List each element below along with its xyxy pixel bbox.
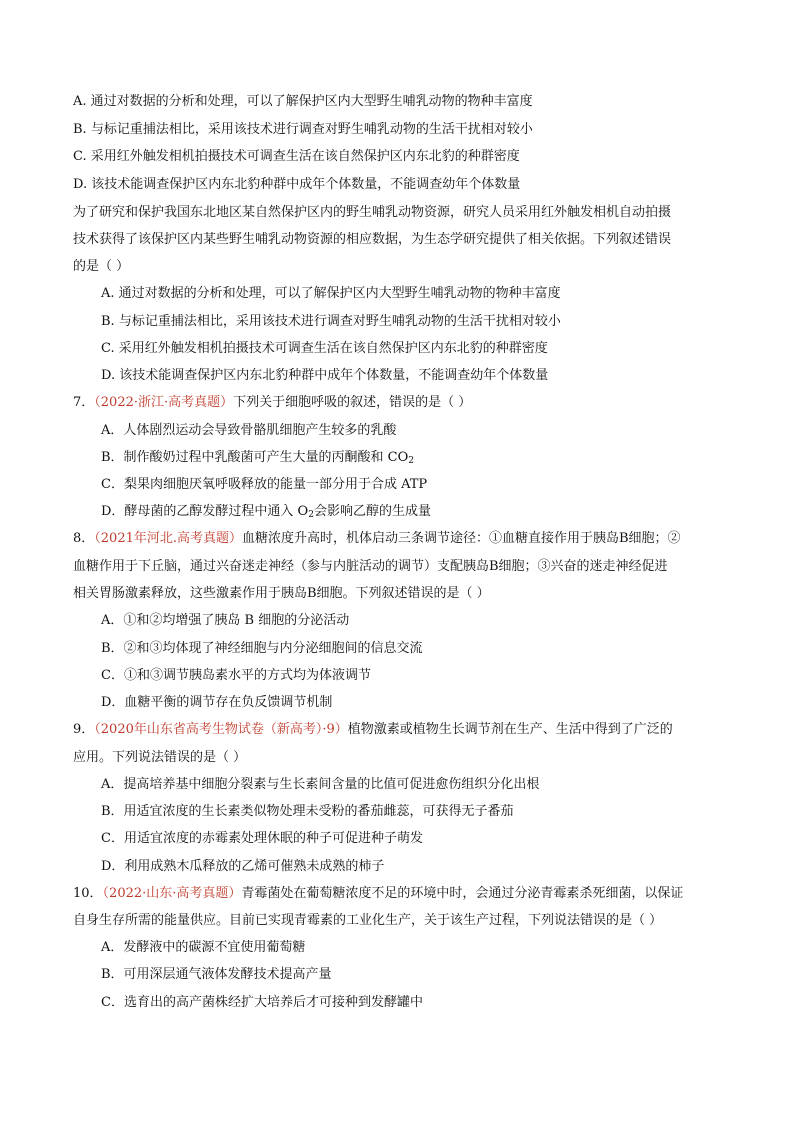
q7-source: （2022·浙江·高考真题） (94, 395, 234, 410)
q7-option-d-subscript: 2 (308, 510, 314, 520)
q7-option-c: C．梨果肉细胞厌氧呼吸释放的能量一部分用于合成 ATP (101, 477, 428, 492)
q9-stem-line-2: 应用。下列说法错误的是（ ） (73, 750, 247, 765)
q6-stem-line-3: 的是（ ） (73, 259, 130, 274)
q10-option-c: C．选育出的高产菌株经扩大培养后才可接种到发酵罐中 (101, 995, 423, 1010)
q7-option-d-text-post: 会影响乙醇的生成量 (313, 504, 431, 519)
q7-option-d-text: D．酵母菌的乙醇发酵过程中通入 O (101, 504, 309, 519)
q8-option-d: D．血糖平衡的调节存在负反馈调节机制 (101, 695, 333, 710)
q6-option-c: C. 采用红外触发相机拍摄技术可调查生活在该自然保护区内东北豹的种群密度 (101, 341, 548, 356)
q9-stem-text-1: 植物激素或植物生长调节剂在生产、生活中得到了广泛的 (347, 722, 673, 737)
pre-option-b: B. 与标记重捕法相比，采用该技术进行调查对野生哺乳动物的生活干扰相对较小 (73, 122, 533, 137)
q6-stem-line-2: 技术获得了该保护区内某些野生哺乳动物资源的相应数据，为生态学研究提供了相关依据。下列叙述错误 (73, 232, 672, 247)
q8-stem-text-1: 血糖浓度升高时，机体启动三条调节途径：①血糖直接作用于胰岛B细胞；② (242, 531, 681, 546)
q8-stem-line-3: 相关胃肠激素释放，这些激素作用于胰岛B细胞。下列叙述错误的是（ ） (73, 586, 490, 601)
q7-option-b (101, 449, 414, 467)
q8-source: （2021年河北.高考真题） (94, 531, 242, 546)
q7-stem-text: 下列关于细胞呼吸的叙述，错误的是（ ） (233, 395, 472, 410)
q10-stem-text-1: 青霉菌处在葡萄糖浓度不足的环境中时，会通过分泌青霉素杀死细菌，以保证 (241, 886, 684, 901)
q10-stem-line-2: 自身生存所需的能量供应。目前已实现青霉素的工业化生产，关于该生产过程，下列说法错误的是（ ） (73, 913, 663, 928)
q7-option-d (101, 503, 431, 521)
q6-option-b: B. 与标记重捕法相比，采用该技术进行调查对野生哺乳动物的生活干扰相对较小 (101, 314, 561, 329)
q8-number: 8． (73, 531, 95, 546)
q8-option-c: C．①和③调节胰岛素水平的方式均为体液调节 (101, 668, 371, 683)
q7-number: 7． (73, 395, 95, 410)
q8-stem-line-1 (73, 530, 681, 548)
q8-option-b: B．②和③均体现了神经细胞与内分泌细胞间的信息交流 (101, 641, 423, 656)
q7-option-a: A．人体剧烈运动会导致骨骼肌细胞产生较多的乳酸 (101, 423, 397, 438)
pre-option-c: C. 采用红外触发相机拍摄技术可调查生活在该自然保护区内东北豹的种群密度 (73, 149, 520, 164)
q9-source: （2020年山东省高考生物试卷（新高考）·9） (94, 722, 348, 737)
q10-number: 10． (73, 886, 103, 901)
q8-option-a: A．①和②均增强了胰岛 B 细胞的分泌活动 (101, 613, 350, 628)
q10-option-b: B．可用深层通气液体发酵技术提高产量 (101, 967, 332, 982)
q8-stem-line-2: 血糖作用于下丘脑，通过兴奋迷走神经（参与内脏活动的调节）支配胰岛B细胞；③兴奋的迷走神经促进 (73, 559, 668, 574)
pre-option-d: D. 该技术能调查保护区内东北豹种群中成年个体数量，不能调查幼年个体数量 (73, 177, 521, 192)
q9-number: 9． (73, 722, 95, 737)
q9-option-a: A．提高培养基中细胞分裂素与生长素间含量的比值可促进愈伤组织分化出根 (101, 777, 540, 792)
q9-option-b: B．用适宜浓度的生长素类似物处理未受粉的番茄雌蕊，可获得无子番茄 (101, 804, 514, 819)
pre-option-a: A. 通过对数据的分析和处理，可以了解保护区内大型野生哺乳动物的物种丰富度 (73, 94, 533, 109)
q9-stem-line-1 (73, 721, 673, 739)
q6-stem-line-1: 为了研究和保护我国东北地区某自然保护区内的野生哺乳动物资源，研究人员采用红外触发相机自动拍摄 (73, 205, 672, 220)
q6-option-a: A. 通过对数据的分析和处理，可以了解保护区内大型野生哺乳动物的物种丰富度 (101, 286, 561, 301)
q10-option-a: A．发酵液中的碳源不宜使用葡萄糖 (101, 940, 306, 955)
q9-option-c: C．用适宜浓度的赤霉素处理休眠的种子可促进种子萌发 (101, 831, 423, 846)
q6-option-d: D. 该技术能调查保护区内东北豹种群中成年个体数量，不能调查幼年个体数量 (101, 368, 549, 383)
q7-option-b-text: B．制作酸奶过程中乳酸菌可产生大量的丙酮酸和 CO (101, 450, 409, 465)
q7-option-b-subscript: 2 (408, 456, 415, 466)
q7-stem (73, 394, 471, 412)
q10-stem-line-1 (73, 885, 683, 903)
q10-source: （2022·山东·高考真题） (102, 886, 242, 901)
q9-option-d: D．利用成熟木瓜释放的乙烯可催熟未成熟的柿子 (101, 859, 385, 874)
